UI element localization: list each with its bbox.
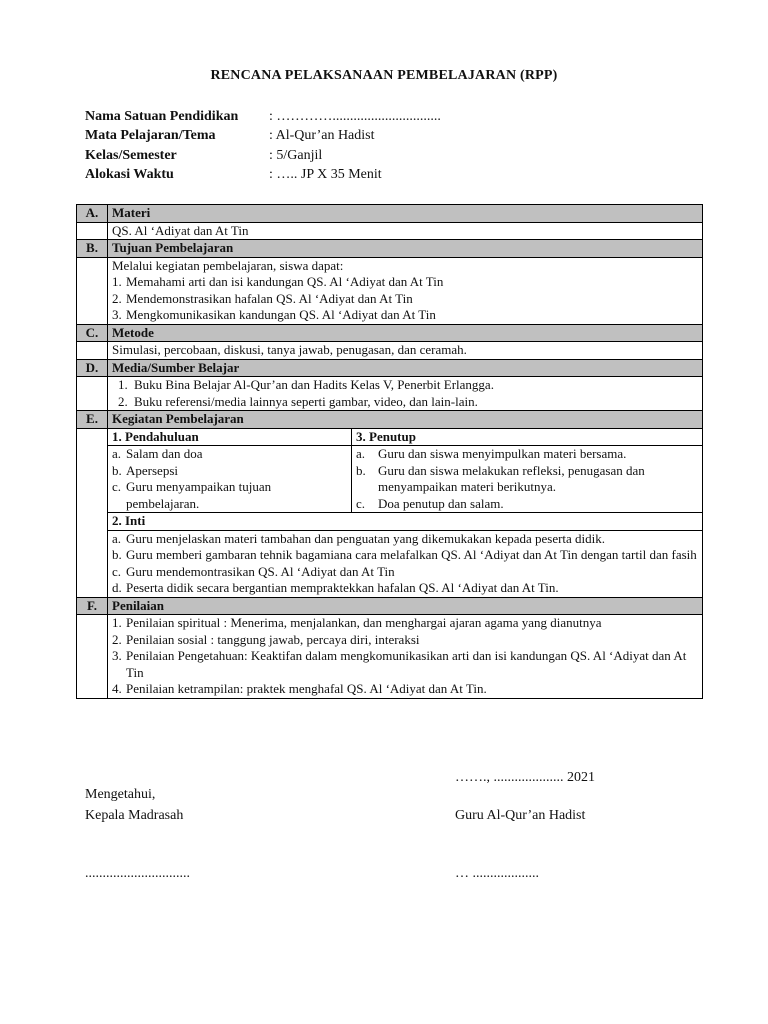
list-item-text: Mengkomunikasikan kandungan QS. Al ‘Adiyat dan At Tin xyxy=(126,307,436,322)
list-item-text: Apersepsi xyxy=(126,462,178,478)
empty-cell xyxy=(77,222,108,240)
inti-items-row xyxy=(77,530,703,597)
list-item-text: Penilaian sosial : tanggung jawab, percaya diri, interaksi xyxy=(126,631,420,647)
empty-cell xyxy=(77,257,108,324)
list-item-text: Doa penutup dan salam. xyxy=(378,495,504,511)
pendahuluan-heading: 1. Pendahuluan xyxy=(108,428,352,446)
identity-row-subject xyxy=(85,127,441,147)
empty-cell xyxy=(77,428,108,597)
list-item: d. Peserta didik secara bergantian mempraktekkan hafalan QS. Al ‘Adiyat dan At Tin. xyxy=(112,580,559,595)
section-letter: C. xyxy=(77,324,108,342)
section-c-body-row xyxy=(77,342,703,360)
list-item: b. Guru memberi gambaran tehnik bagamiana cara melafalkan QS. Al ‘Adiyat dan At Tin dengan tartil dan fasih xyxy=(112,547,697,562)
list-item-text: Guru menjelaskan materi tambahan dan penguatan yang dikemukakan kepada peserta didik. xyxy=(126,530,606,546)
section-letter: D. xyxy=(77,359,108,377)
penutup-cell xyxy=(352,446,703,513)
section-letter: B. xyxy=(77,240,108,258)
media-cell xyxy=(108,377,703,411)
kepala-signature-line: .............................. xyxy=(85,866,190,881)
mengetahui-label: Mengetahui, xyxy=(85,787,156,802)
list-item-text: Penilaian ketrampilan: praktek menghafal QS. Al ‘Adiyat dan At Tin. xyxy=(126,681,487,696)
identity-row-time xyxy=(85,166,441,186)
section-letter: E. xyxy=(77,411,108,429)
list-item-text: Memahami arti dan isi kandungan QS. Al ‘Adiyat dan At Tin xyxy=(126,274,444,289)
section-letter: A. xyxy=(77,205,108,223)
identity-value: : …………............................... xyxy=(269,108,441,124)
section-c-header-row xyxy=(77,324,703,342)
list-item-text: Guru dan siswa melakukan refleksi, penugasan dan menyampaikan materi berikutnya. xyxy=(378,462,645,494)
list-item: c. Guru menyampaikan tujuan pembelajaran. xyxy=(112,479,272,511)
list-item-text: Guru dan siswa menyimpulkan materi bersama. xyxy=(378,446,627,461)
list-item: c. Doa penutup dan salam. xyxy=(356,495,504,511)
list-item: 2. Buku referensi/media lainnya seperti gambar, video, dan lain-lain. xyxy=(118,393,478,409)
section-letter: F. xyxy=(77,597,108,615)
tujuan-intro: Melalui kegiatan pembelajaran, siswa dapat: xyxy=(112,257,344,273)
list-item: a. Salam dan doa xyxy=(112,446,203,461)
penutup-heading: 3. Penutup xyxy=(352,428,703,446)
list-item-text: Penilaian Pengetahuan: Keaktifan dalam mengkomunikasikan arti dan isi kandungan QS. Al ‘Adiyat dan At Tin xyxy=(126,648,687,680)
list-item: b. Guru dan siswa melakukan refleksi, penugasan dan menyampaikan materi berikutnya. xyxy=(356,462,645,494)
kegiatan-items-row xyxy=(77,446,703,513)
section-a-header-row xyxy=(77,205,703,223)
penilaian-cell xyxy=(108,615,703,699)
list-item-text: Guru mendemontrasikan QS. Al ‘Adiyat dan At Tin xyxy=(126,563,395,579)
identity-label: Nama Satuan Pendidikan xyxy=(85,108,239,124)
section-heading: Metode xyxy=(108,324,703,342)
list-item: a. Guru dan siswa menyimpulkan materi bersama. xyxy=(356,446,627,461)
list-item-text: Buku referensi/media lainnya seperti gambar, video, dan lain-lain. xyxy=(134,393,478,409)
section-d-header-row xyxy=(77,359,703,377)
empty-cell xyxy=(77,342,108,360)
identity-value: : Al-Qur’an Hadist xyxy=(269,128,375,144)
identity-table xyxy=(85,107,441,185)
pendahuluan-cell xyxy=(108,446,352,513)
inti-heading: 2. Inti xyxy=(108,513,703,531)
list-item: 2. Mendemonstrasikan hafalan QS. Al ‘Adiyat dan At Tin xyxy=(112,290,413,306)
list-item: 3. Mengkomunikasikan kandungan QS. Al ‘Adiyat dan At Tin xyxy=(112,307,436,322)
tujuan-cell xyxy=(108,257,703,324)
list-item-text: Guru menyampaikan tujuan pembelajaran. xyxy=(126,479,272,511)
section-a-body-row xyxy=(77,222,703,240)
list-item: 1. Penilaian spiritual : Menerima, menjalankan, dan menghargai ajaran agama yang dianutnya xyxy=(112,615,602,630)
section-b-body-row xyxy=(77,257,703,324)
metode-text: Simulasi, percobaan, diskusi, tanya jawab, penugasan, dan ceramah. xyxy=(108,342,703,360)
identity-label: Alokasi Waktu xyxy=(85,167,174,183)
section-heading: Tujuan Pembelajaran xyxy=(108,240,703,258)
section-d-body-row xyxy=(77,377,703,411)
kepala-madrasah-label: Kepala Madrasah xyxy=(85,808,184,823)
list-item: 3. Penilaian Pengetahuan: Keaktifan dalam mengkomunikasikan arti dan isi kandungan QS. Al ‘Adiyat dan At Tin xyxy=(112,648,687,680)
signature-date: ……., .................... 2021 xyxy=(455,770,595,785)
list-item: a. Guru menjelaskan materi tambahan dan penguatan yang dikemukakan kepada peserta didik. xyxy=(112,530,606,546)
identity-row-class xyxy=(85,146,441,166)
list-item-text: Mendemonstrasikan hafalan QS. Al ‘Adiyat dan At Tin xyxy=(126,290,413,306)
identity-value: : ….. JP X 35 Menit xyxy=(269,167,382,183)
identity-value: : 5/Ganjil xyxy=(269,147,323,163)
empty-cell xyxy=(77,615,108,699)
section-heading: Materi xyxy=(108,205,703,223)
list-item-text: Salam dan doa xyxy=(126,446,203,461)
list-item-text: Peserta didik secara bergantian mempraktekkan hafalan QS. Al ‘Adiyat dan At Tin. xyxy=(126,580,559,595)
empty-cell xyxy=(77,377,108,411)
materi-text: QS. Al ‘Adiyat dan At Tin xyxy=(108,222,703,240)
section-f-header-row xyxy=(77,597,703,615)
list-item: 1. Buku Bina Belajar Al-Qur’an dan Hadits Kelas V, Penerbit Erlangga. xyxy=(118,377,494,392)
section-b-header-row xyxy=(77,240,703,258)
guru-signature-line: … ................... xyxy=(455,866,539,881)
document-title: RENCANA PELAKSANAAN PEMBELAJARAN (RPP) xyxy=(210,68,558,83)
section-heading: Media/Sumber Belajar xyxy=(108,359,703,377)
list-item: 4. Penilaian ketrampilan: praktek menghafal QS. Al ‘Adiyat dan At Tin. xyxy=(112,681,487,696)
identity-row-school xyxy=(85,107,441,127)
inti-subheader-row xyxy=(77,513,703,531)
list-item: 1. Memahami arti dan isi kandungan QS. Al ‘Adiyat dan At Tin xyxy=(112,274,444,289)
kegiatan-subheader-row xyxy=(77,428,703,446)
guru-label: Guru Al-Qur’an Hadist xyxy=(455,808,586,823)
list-item-text: Penilaian spiritual : Menerima, menjalankan, dan menghargai ajaran agama yang dianutnya xyxy=(126,615,602,630)
identity-label: Kelas/Semester xyxy=(85,147,177,163)
list-item: c. Guru mendemontrasikan QS. Al ‘Adiyat dan At Tin xyxy=(112,563,395,579)
list-item: 2. Penilaian sosial : tanggung jawab, percaya diri, interaksi xyxy=(112,631,420,647)
list-item-text: Buku Bina Belajar Al-Qur’an dan Hadits Kelas V, Penerbit Erlangga. xyxy=(134,377,494,392)
list-item-text: Guru memberi gambaran tehnik bagamiana cara melafalkan QS. Al ‘Adiyat dan At Tin dengan tartil dan fasih xyxy=(126,547,697,562)
section-e-header-row xyxy=(77,411,703,429)
rpp-table xyxy=(76,204,703,699)
section-heading: Kegiatan Pembelajaran xyxy=(108,411,703,429)
inti-cell xyxy=(108,530,703,597)
section-heading: Penilaian xyxy=(108,597,703,615)
list-item: b. Apersepsi xyxy=(112,462,178,478)
section-f-body-row xyxy=(77,615,703,699)
identity-label: Mata Pelajaran/Tema xyxy=(85,128,216,144)
